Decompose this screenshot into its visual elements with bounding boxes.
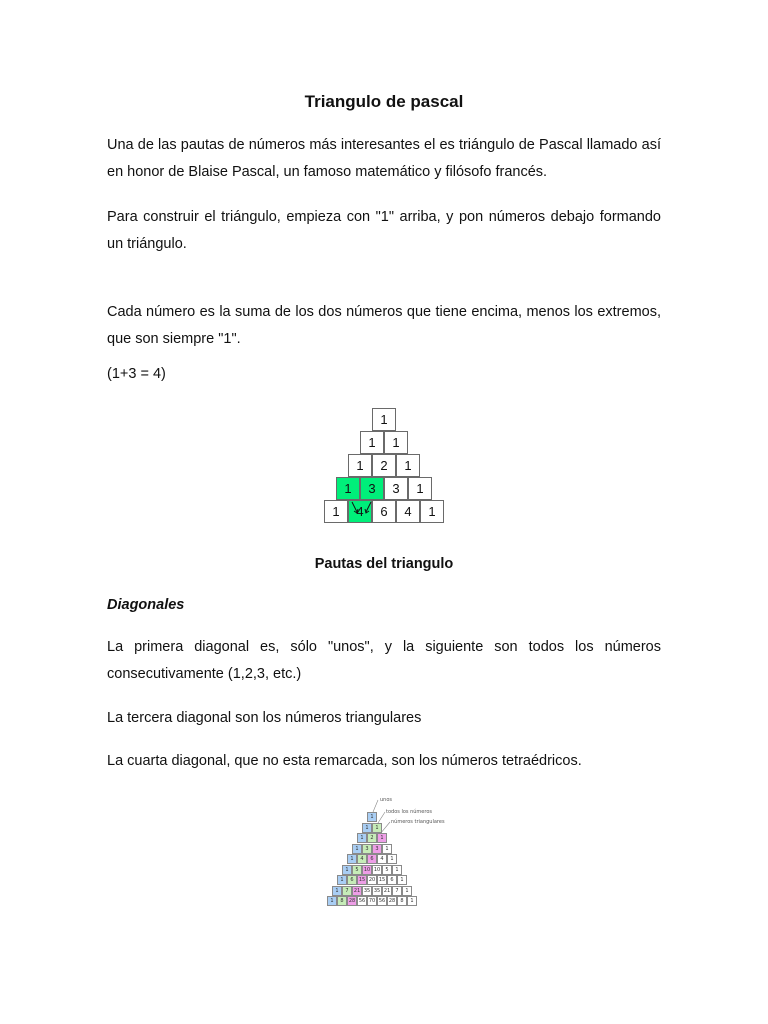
small-triangle-cell: 21 — [353, 887, 361, 894]
paragraph-example: (1+3 = 4) — [107, 366, 166, 382]
small-triangle-cell: 1 — [362, 823, 372, 833]
small-triangle-cell: 4 — [377, 854, 387, 864]
triangle-cell: 2 — [372, 454, 396, 477]
small-triangle-cell: 4 — [357, 854, 367, 864]
small-triangle-cell: 15 — [378, 877, 386, 883]
small-triangle-cell: 5 — [382, 865, 392, 875]
paragraph-diagonals: La primera diagonal es, sólo "unos", y la siguiente son todos los números consecutivamente (1,2,3, etc.) — [107, 639, 661, 682]
small-triangle-cell: 15 — [358, 877, 366, 883]
page-title: Triangulo de pascal — [304, 92, 464, 111]
small-triangle-cell: 6 — [367, 854, 377, 864]
small-triangle-cell: 56 — [378, 898, 386, 904]
small-triangle-cell: 3 — [362, 844, 372, 854]
small-triangle-cell: 21 — [383, 887, 391, 894]
paragraph-construction: Para construir el triángulo, empieza con "1" arriba, y pon números debajo formando un triángulo. — [107, 209, 661, 252]
small-triangle-cell: 1 — [372, 823, 382, 833]
triangle-cell: 3 — [360, 477, 384, 500]
small-triangle-cell: 70 — [368, 898, 376, 904]
small-triangle-cell: 5 — [352, 865, 362, 875]
small-triangle-cell: 8 — [337, 896, 347, 906]
small-triangle-cell: 35 — [363, 887, 371, 894]
label-triangular: números triangulares — [391, 819, 445, 825]
triangle-cell: 4 — [348, 500, 372, 523]
triangle-cell: 6 — [372, 500, 396, 523]
small-triangle-cell: 8 — [397, 896, 407, 906]
triangle-cell: 1 — [360, 431, 384, 454]
paragraph-sum-rule: Cada número es la suma de los dos números que tiene encima, menos los extremos, que son siempre "1". — [107, 304, 661, 347]
small-triangle-cell: 1 — [367, 812, 377, 822]
triangle-cell: 1 — [384, 431, 408, 454]
small-triangle-cell: 1 — [352, 844, 362, 854]
small-triangle-cell: 28 — [388, 898, 396, 904]
small-triangle-cell: 7 — [392, 886, 402, 896]
small-triangle-cell: 1 — [342, 865, 352, 875]
triangle-cell: 1 — [336, 477, 360, 500]
paragraph-intro: Una de las pautas de números más interesantes el es triángulo de Pascal llamado así en honor de Blaise Pascal, un famoso matemático y filósofo francés. — [107, 137, 661, 180]
small-triangle-cell: 1 — [397, 875, 407, 885]
small-triangle-cell: 3 — [372, 844, 382, 854]
small-triangle-cell: 1 — [332, 886, 342, 896]
small-triangle-cell: 1 — [402, 886, 412, 896]
paragraph-tetrahedral: La cuarta diagonal, que no esta remarcada, son los números tetraédricos. — [107, 753, 582, 769]
triangle-cell: 1 — [420, 500, 444, 523]
triangle-cell: 3 — [384, 477, 408, 500]
triangle-cell: 1 — [348, 454, 372, 477]
small-triangle-cell: 10 — [363, 866, 371, 873]
small-triangle-cell: 1 — [407, 896, 417, 906]
small-triangle-cell: 1 — [337, 875, 347, 885]
small-triangle-cell: 1 — [382, 844, 392, 854]
small-triangle-cell: 10 — [373, 866, 381, 873]
label-ones: unos — [380, 797, 393, 803]
small-triangle-cell: 28 — [348, 898, 356, 904]
triangle-cell: 1 — [324, 500, 348, 523]
small-triangle-cell: 1 — [387, 854, 397, 864]
small-triangle-cell: 20 — [368, 877, 376, 883]
small-triangle-cell: 7 — [342, 886, 352, 896]
label-consecutive: todos los números — [386, 809, 432, 815]
small-triangle-cell: 1 — [357, 833, 367, 843]
triangle-cell: 4 — [396, 500, 420, 523]
figure-caption: Pautas del triangulo — [314, 556, 454, 572]
small-triangle-cell: 6 — [347, 875, 357, 885]
section-heading: Diagonales — [107, 597, 185, 613]
small-triangle-cell: 35 — [373, 887, 381, 894]
small-triangle-cell: 1 — [347, 854, 357, 864]
paragraph-triangular: La tercera diagonal son los números triangulares — [107, 710, 422, 726]
triangle-cell: 1 — [408, 477, 432, 500]
small-triangle-cell: 1 — [327, 896, 337, 906]
small-triangle-cell: 1 — [392, 865, 402, 875]
small-triangle-cell: 1 — [377, 833, 387, 843]
triangle-cell: 1 — [372, 408, 396, 431]
small-triangle-cell: 56 — [358, 898, 366, 904]
small-triangle-cell: 2 — [367, 833, 377, 843]
triangle-cell: 1 — [396, 454, 420, 477]
small-triangle-cell: 6 — [387, 875, 397, 885]
